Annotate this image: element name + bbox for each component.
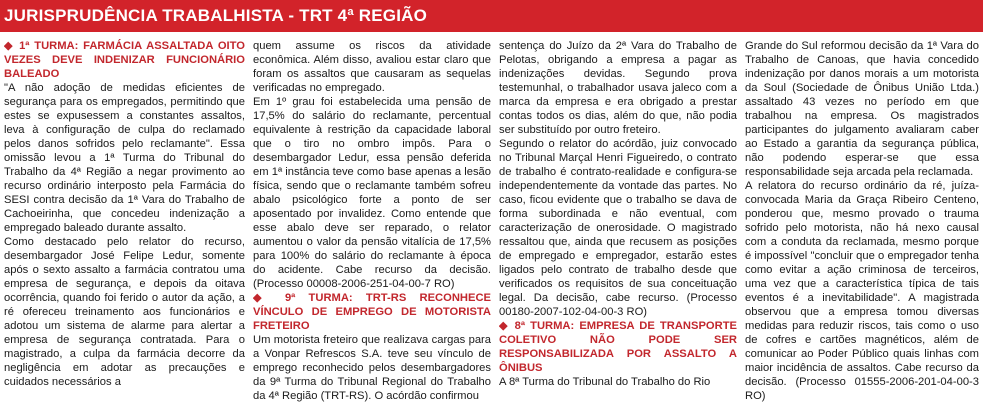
article-3-paragraph-1-part-1: A 8ª Turma do Tribunal do Trabalho do Rio	[499, 376, 711, 388]
article-2-paragraph-1-part-1: Um motorista freteiro que realizava cargas para a Vonpar Refrescos S.A. teve seu vínculo de emprego reconhecido pelos desembargadores da 9ª Turma do Tribunal Regional do Trabalho da 4ª Região (TRT-RS). O acórdão confirmou	[253, 334, 491, 402]
column-1	[4, 39, 245, 403]
article-1-heading	[4, 39, 245, 81]
section-title: JURISPRUDÊNCIA TRABALHISTA - TRT 4ª REGIÃO	[4, 6, 428, 25]
article-2-paragraph-2: Segundo o relator do acórdão, juiz convocado no Tribunal Marçal Henri Figueiredo, o contrato de trabalho é contrato-realidade e configura-se independentemente da vontade das partes. No caso, ficou evidente que o trabalho se dava de forma subordinada e não eventual, com caracterização de onerosidade. O magistrado ressaltou que, ainda que recusem as posições de empregado e empregador, estarão estes ligados pelo contrato de trabalho desde que verificados os requisitos de sua conceituação legal. Da decisão, cabe recurso. (Processo 00180-2007-102-04-00-3 RO)	[499, 138, 737, 318]
article-1-paragraph-2-part-2: quem assume os riscos da atividade econômica. Além disso, avaliou estar claro que foram os assaltos que causaram as sequelas verificadas no empregado.	[253, 40, 491, 94]
article-1-paragraph-2-part-1: Como destacado pelo relator do recurso, desembargador José Felipe Ledur, somente após o sexto assalto a farmácia contratou uma empresa de segurança, e depois da oitava ocorrência, quando foi ferido o autor da ação, a ré ofereceu treinamento aos funcionários e adotou um sistema de alarme para alertar a empresa de segurança contratada. Para o magistrado, a culpa da farmácia decorre da negligência em adotar as precauções e cuidados necessários a	[4, 236, 245, 388]
article-2-heading-text: 9ª TURMA: TRT-RS RECONHECE VÍNCULO DE EMPREGO DE MOTORISTA FRETEIRO	[253, 292, 491, 332]
article-3-heading-text: 8ª TURMA: EMPRESA DE TRANSPORTE COLETIVO NÃO PODE SER RESPONSABILIZADA POR ASSALTO A ÔNIBUS	[499, 320, 737, 374]
article-1-heading-text: 1ª TURMA: FARMÁCIA ASSALTADA OITO VEZES DEVE INDENIZAR FUNCIONÁRIO BALEADO	[4, 40, 245, 80]
article-1-paragraph-1: "A não adoção de medidas eficientes de segurança para os empregados, permitindo que estes se expusessem a constantes assaltos, leva à configuração de culpa do reclamado pelos danos sofridos pelo reclamante". Essa omissão levou a 1ª Turma do Tribunal do Trabalho da 4ª Região a negar provimento ao recurso ordinário interposto pela Farmácia do SESI contra decisão da 1ª Vara do Trabalho de Cachoeirinha, que concedeu indenização a empregado baleado durante assalto.	[4, 82, 245, 234]
article-3-heading	[499, 319, 737, 375]
bullet-icon: ◆	[253, 292, 285, 304]
bullet-icon: ◆	[4, 40, 20, 52]
column-2	[253, 39, 491, 403]
article-3-paragraph-1-part-2: Grande do Sul reformou decisão da 1ª Vara do Trabalho de Canoas, que havia concedido indenização por danos morais a um motorista da Soul (Sociedade de Ônibus União Ltda.) assaltado 43 vezes no período em que trabalhou na empresa. Os magistrados participantes do julgamento avaliaram caber ao Estado a garantia da segurança pública, não podendo esperar-se que essa responsabilidade seja arcada pela reclamada.	[745, 40, 979, 178]
column-4	[745, 39, 979, 403]
article-2-heading	[253, 291, 491, 333]
section-header	[0, 0, 983, 32]
column-3	[499, 39, 737, 403]
article-2-paragraph-1-part-2: sentença do Juízo da 2ª Vara do Trabalho de Pelotas, obrigando a empresa a pagar as indenizações devidas. Segundo prova testemunhal, o trabalhador usava jaleco com a marca da empresa e era obrigado a prestar contas todos os dias, além do que, não podia ser substituído por outro freteiro.	[499, 40, 737, 136]
article-3-paragraph-2: A relatora do recurso ordinário da ré, juíza-convocada Maria da Graça Ribeiro Centeno, ponderou que, mesmo provado o trauma sofrido pelo motorista, não há nexo causal com a conduta da reclamada, mesmo porque é impossível "concluir que o empregador tenha como evitar a ação criminosa de terceiros, uma vez que a característica típica de tais eventos é a inevitabilidade". A magistrada observou que a empresa tomou diversas medidas para reduzir riscos, tais como o uso de cofres e cartões magnéticos, além de comunicar ao Poder Público quais linhas com maior incidência de assaltos. Cabe recurso da decisão. (Processo 01555-2006-201-04-00-3 RO)	[745, 180, 979, 402]
article-1-paragraph-3: Em 1º grau foi estabelecida uma pensão de 17,5% do salário do reclamante, percentual equivalente à restrição da capacidade laboral que o tiro no ombro impôs. Para o desembargador Ledur, essa pensão deferida em 1ª instância teve como base apenas a lesão física, sendo que o reclamante também sofreu abalo psicológico forte a ponto de ser aposentado por invalidez. Como entende que esse abalo deve ser reparado, o relator aumentou o valor da pensão vitalícia de 17,5% para 100% do salário do reclamante à época do acidente. Cabe recurso da decisão. (Processo 00008-2006-251-04-00-7 RO)	[253, 96, 491, 290]
bullet-icon: ◆	[499, 320, 515, 332]
newspaper-page	[0, 32, 983, 403]
